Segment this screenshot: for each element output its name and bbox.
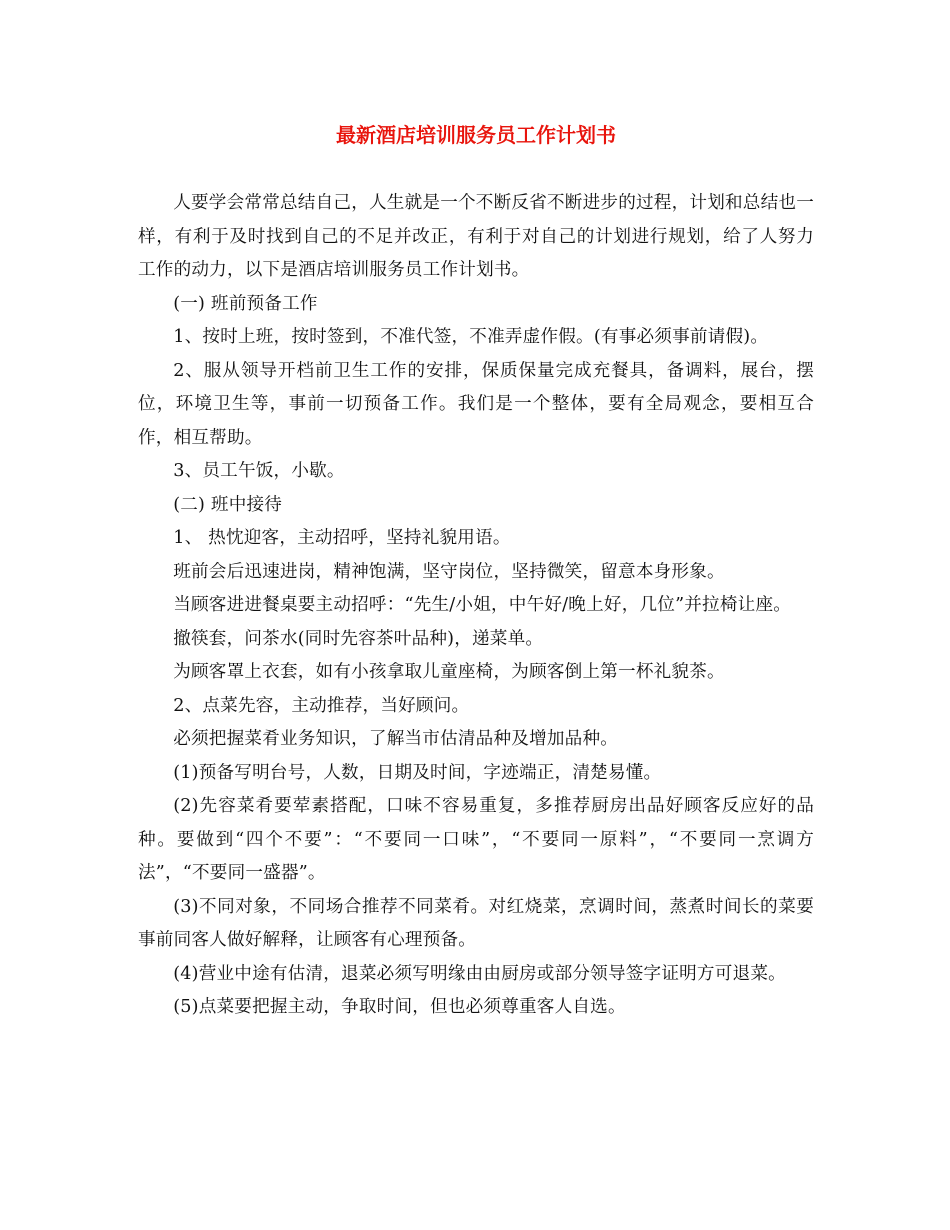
section-heading-1: (一) 班前预备工作: [173, 293, 318, 314]
list-item: (1)预备写明台号，人数，日期及时间，字迹端正，清楚易懂。: [173, 762, 662, 783]
paragraph: 2、点菜先容，主动推荐，当好顾问。: [173, 695, 470, 716]
paragraph: 1、按时上班，按时签到，不准代签，不准弄虚作假。(有事必须事前请假)。: [173, 327, 769, 347]
document-title: 最新酒店培训服务员工作计划书: [336, 123, 616, 147]
paragraph: 必须把握菜肴业务知识，了解当市估清品种及增加品种。: [173, 729, 619, 749]
paragraph: 班前会后迅速进岗，精神饱满，坚守岗位，坚持微笑，留意本身形象。: [173, 561, 725, 582]
paragraph: 1、 热忱迎客，主动招呼，坚持礼貌用语。: [173, 528, 511, 548]
paragraph: 撤筷套，问茶水(同时先容茶叶品种)，递菜单。: [173, 628, 544, 649]
intro-paragraph: 人要学会常常总结自己，人生就是一个不断反省不断进步的过程，计划和总结也一样，有利于及时找到自己的不足并改正，有利于对自己的计划进行规划，给了人努力工作的动力，以下是酒店培训服务员工作计划书。: [138, 193, 814, 280]
list-item: (5)点菜要把握主动，争取时间，但也必须尊重客人自选。: [173, 997, 626, 1017]
list-item: (3)不同对象，不同场合推荐不同菜肴。对红烧菜，烹调时间，蒸煮时间长的菜要事前同客人做好解释，让顾客有心理预备。: [138, 896, 814, 950]
paragraph: 为顾客罩上衣套，如有小孩拿取儿童座椅，为顾客倒上第一杯礼貌茶。: [173, 662, 725, 682]
document-body: [138, 187, 814, 1025]
list-item: (4)营业中途有估清，退菜必须写明缘由由厨房或部分领导签字证明方可退菜。: [173, 963, 786, 984]
paragraph: 3、员工午饭，小歇。: [173, 461, 345, 481]
paragraph: 2、服从领导开档前卫生工作的安排，保质保量完成充餐具，备调料，展台，摆位，环境卫生等，事前一切预备工作。我们是一个整体，要有全局观念，要相互合作，相互帮助。: [138, 360, 814, 448]
section-heading-2: (二) 班中接待: [173, 494, 283, 515]
paragraph: 当顾客进进餐桌要主动招呼：“先生/小姐，中午好/晚上好，几位”并拉椅让座。: [173, 595, 792, 615]
list-item: (2)先容菜肴要荤素搭配，口味不容易重复，多推荐厨房出品好顾客反应好的品种。要做到“四个不要”：“不要同一口味”，“不要同一原料”，“不要同一烹调方法”，“不要同一盛器”。: [138, 796, 814, 883]
